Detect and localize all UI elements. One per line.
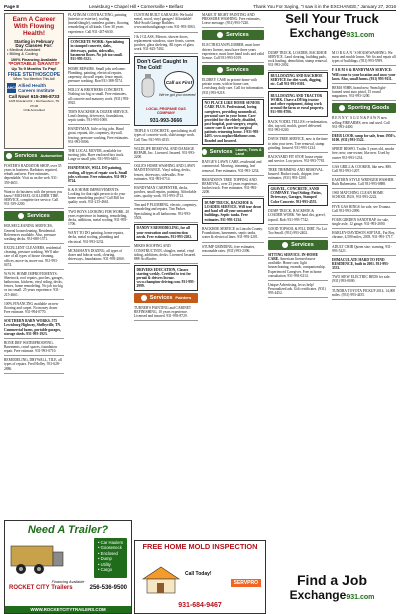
trailer-type: • Car Haulers: [98, 540, 123, 545]
classified-ad: 100% FINANCING available on new flooring and carpet. No money down. Free estimate. 931-994-0770.: [4, 301, 64, 317]
training-item: • Medical Assistant: [7, 47, 41, 53]
target-icon: [339, 105, 345, 111]
classified-ad: GAS GRILL & COOKER, like new. $80. Call 931-993-1207.: [332, 164, 396, 176]
trailer-type: • Enclosed: [98, 550, 118, 556]
tree-icon: [202, 149, 207, 155]
classified-ad: STUMP GRINDING, free estimates, reasonable rates. (931) 993-2396.: [202, 244, 264, 256]
speech-bubble: [164, 71, 194, 93]
dealer-block: [5, 584, 131, 592]
classified-ad: SOUTHERN BARN WORKS. 575 Lewisburg Highway, Shelbyville, TN. Commercial barns, portable garages, storage sheds. 931-993-1923.: [4, 318, 64, 339]
classified-ad: MIKES ROOFING AND CONSTRUCTION, shingles, metal, vinyl siding, additions, decks. Licensed. Insured. 888-AccRoofer.: [134, 243, 198, 264]
column-1: [4, 12, 64, 375]
publication-name: Lewisburg • Chapel Hill • Cornersville • Belfast: [88, 3, 183, 9]
school-ad: [4, 13, 64, 149]
section-subtitle: Painters: [175, 294, 192, 300]
section-header-sporting: [332, 103, 396, 113]
school-name: Allied Health Careers Institute: [18, 83, 55, 94]
accreditation: COE Accredited: [23, 107, 45, 112]
classified-ad: IMMACULATE HARD TO FIND RESIDENCE, built in 2001. 931-993-3333.: [332, 257, 396, 273]
classified-ad-boxed: DRIVERS EDUCATION, Classes starting weekly. Certified to test for permit & drivers license. www.champion-driving.com. 931-993-2999.: [134, 265, 198, 291]
classified-ad: FOSTER'S RADIATOR SHOP, over 35 years in business. Radiators repaired, rebuilt and new. Free estimates, dependable. Visit us on the web. 931-359-4651.: [4, 163, 64, 188]
propane-tank-icon: [139, 73, 157, 99]
classified-ad: ADULT CRIB Queen size, warning. 931-993-5221.: [332, 244, 396, 256]
trailer-ad: [4, 520, 132, 614]
classified-ad: DUMP TRUCK, BACKHOE & LOADER WORK. We haul dirt, gravel, topsoil. Rob: 931-993-7742.: [268, 208, 328, 224]
servpro-logo: SERVPRO: [231, 579, 261, 587]
classified-ad: EASTERN STYLE WRINGER WASHER. Ruth Rubenstein. Call 931-993-0888.: [332, 177, 396, 189]
section-title: Services: [226, 67, 249, 74]
classified-ad: B E N N Y ' S G U N & P A W N now selling FIREARMS, new and used. Call 931-993-4400.: [332, 115, 396, 131]
issue-line: Thank You For Saying, "I saw it in the EXCHANGE," January 27, 2016: [253, 3, 396, 9]
section-header-lawns: [202, 147, 264, 157]
trailer-illustration: [9, 538, 67, 578]
training-item: • Billing & Coding: [7, 51, 38, 57]
training-sub: Day Classes For:: [15, 43, 53, 48]
brand-domain: 931.com: [346, 594, 375, 601]
classified-ad: M O R G A N ' S HOUSEWASHING: We mow and mulch lawns. We fix and repair all types of buildings. (931) 993-5599.: [332, 50, 396, 66]
training-title: Starting in February: [14, 39, 54, 44]
classified-ad: REMODELING, DRYWALL, TILE, all types of repairs. Fred Holley. 931-628-2886.: [4, 357, 64, 373]
section-header-pool: [268, 240, 328, 250]
classified-ad: HANDYMAN, WILL DO painting, roofing, all types of repair work. Small jobs welcome. Free estimates. 931-993-0724.: [68, 165, 130, 186]
classified-ad: Unique Advertising, let us help! Personalized ads. Gift certificates. (931) 993-4452.: [268, 282, 328, 298]
school-logo: AHCI: [7, 83, 16, 93]
trailer-financing: Financing Available: [51, 580, 85, 584]
hiring-title: Earn A Career With Flowing Health!: [12, 16, 56, 37]
classified-ad: TWO BOYS LOOKING FOR WORK. 20 years experience in framing, remodeling, decks, additions, metal roofing. 931-993-1706.: [68, 209, 130, 230]
section-title: Services: [291, 241, 314, 248]
classified-ad: ELDREY CASE in private home with private room, with in-home care, Lewisburg daily care. Call for information. (931) 993-9218.: [202, 77, 264, 98]
classified-ad: HOUSECLEANING SERVICES, General housecleaning, Residential. References available. Also, pressure washing decks. 931-680-1571.: [4, 223, 64, 244]
column-6: [332, 50, 396, 301]
classified-ad: BACKHOE SERVICE in Lincoln County. Foundations, basements, septic tanks, water & electrical lines. 931-993-2201.: [202, 226, 264, 242]
financing-line: 100% Financing Available: [10, 58, 58, 63]
column-3: [134, 12, 198, 322]
propane-headline: Don't Get Caught In The Cold!: [137, 59, 188, 72]
classified-ad-boxed: BULLDOZING AND BACKHOE SERVICE for dirt work, digging, etc. Call 931-993-0301.: [268, 72, 328, 89]
column-2: [68, 12, 130, 265]
page-number: Page 8: [4, 3, 19, 9]
classified-ad: SPIRIT RESPO. Trailer 3 years old, smoke free; new, one-owner, like new. Used by owner 931-993-1234.: [332, 146, 396, 162]
section-header-painters: [134, 293, 198, 303]
section-subtitle: Lawns, Trees & Land: [235, 148, 262, 157]
propane-ad: [134, 56, 198, 126]
section-header-cleaning: [4, 211, 64, 221]
trailer-type: • Cargo: [98, 567, 113, 573]
classified-ad: BEMA 95HB, brand new, 9mm light-framed semi auto pistol, 15 round magazines. 931-993-1200.: [332, 85, 396, 101]
section-subtitle: Automotive: [40, 152, 63, 158]
classified-ad: THE LOCAL MOVER, available for moving jobs. Have enclosed box truck. Large or small jobs. 931-993-6401.: [68, 148, 130, 164]
classified-ad: BACKYARD PIT STOP, house repair and service. Low prices. 931-993-7781.: [268, 154, 328, 166]
section-header-sitting: [202, 65, 264, 75]
section-title: Services: [209, 149, 233, 156]
classified-ad: HANDYMAN CARPENTER, decks, porches, small repairs, painting. Affordable rates, quality work. 931-993-4712.: [134, 185, 198, 201]
section-title: Services: [14, 152, 38, 159]
broom-icon: [18, 213, 24, 219]
classified-ad: MCMAHAN'S DOZING, all types of dozer and bobcat work, clearing, driveways, foundations. 931-993-2060.: [68, 248, 130, 264]
propane-sub: We've got you covered: [159, 93, 196, 98]
classified-ad: RAYGE'S LAWN CARE, residential and commercial. Mowing, trimming, leaf removal. Free estimates. 931-993-1234.: [202, 159, 264, 175]
grants-line: *PORTABLE GRANTS*: [8, 61, 60, 67]
pool-icon: [282, 242, 288, 248]
classified-ad-boxed: NO PLACE LIKE HOME SENIOR CARE PLUS. Professional, loving caregivers, providing nonmedical, personal care in your home. Care provided for the elderly, disabled, post-hospital, post-surgery, respite, cancer care & care for surgical patients returning home. 1-931-993-4403. www.noplacelikehome.com. Bonded and Insured.: [202, 99, 264, 146]
section-header-plumbers: [202, 30, 264, 40]
classified-ad: W.W.W. HOME IMPROVEMENTS: Sheetrock, roof repairs, porches, garages, bathrooms, kitchens, vinyl siding, decks, fences, home remodeling. No job too big or too small. 25 years experience. 931-215-4661.: [4, 271, 64, 300]
classified-ad: [268, 252, 328, 281]
dealer-name: ROCKET CITY Trailers: [9, 585, 73, 591]
sell-headline: Sell Your Truck: [285, 11, 379, 26]
column-5: [268, 50, 328, 299]
house-icon: [141, 565, 181, 595]
section-header-automotive: [4, 151, 64, 161]
classified-ad: DEER LOOK camp for sale, from 1950's. $100. (931) 993-5522.: [332, 133, 396, 145]
classified-ad-boxed: DANDY'S REMODELING, for all your renovation and construction needs. Free estimates. 931-993-2202.: [134, 224, 198, 241]
classified-ad: HARLEY-DAVIDSON SOFTAIL, Fat Boy, chrome, 4,500 miles, 2003. 931-993-1717.: [332, 230, 396, 242]
column-4: [202, 12, 264, 257]
classified-ad: FIVE GAS RINGS for sale, see Uvanna. Call 931-993-2090.: [332, 204, 396, 216]
classified-ad: TREE TRIMMING AND REMOVAL. Insured. Bucket truck, chipper, free estimates. (931) 993-1200.: [268, 167, 328, 183]
trailer-type: • Gooseneck: [98, 545, 122, 551]
classified-ad: J & J GLASS, Mirrors, shower doors, replacement windows, store fronts, screen porches, glass shelving. All types of glass work. 931-625-7402.: [134, 34, 198, 55]
exchange-sell-block: [268, 12, 396, 48]
classified-ad: ELECTRICIAN/PLUMBER, must have drivers license, must have three years experience, must have hand tools and valid license. Call 931-993-1019.: [202, 42, 264, 63]
classified-ad: OGLE'S HOME WASHING AND LAWN MAINTENANCE. Vinyl siding, decks, fences, driveways, sidewalks. Free estimates. 931-993-0714.: [134, 163, 198, 184]
classified-ad: DAVIS TREE SERVICE, now is the time to trim your trees. Tree removal, stump grinding. Insured. 931-993-1234.: [268, 136, 328, 152]
classified-ad-boxed: CONCRETE WORK: Specializing in stamped concrete, slabs, driveways, patios, sidewalks, basement floors. No job too small. 931-993-5521.: [68, 38, 130, 64]
page-header: [4, 2, 396, 11]
bubble-cta: Call us First: [165, 79, 193, 85]
classified-ad-boxed: GRAVEL, CONCRETE, SAND COMPANY. Vinyl Siding: Patios, Driveways, Garages, Stamped Color Concrete. 931-993-4555.: [268, 185, 328, 207]
classified-ad: BACK YODEL TELLES: re-indentation, dirt, top soil, mulch, gravel delivered. 931-993-0240.: [268, 119, 328, 135]
trailer-types: [94, 538, 127, 578]
trailer-type: • Utility: [98, 561, 111, 567]
paint-brush-icon: [141, 295, 147, 301]
school-address: 1225 Dixieland Dr. • Murfreesboro, TN 37130: [8, 99, 60, 108]
classified-ad: FOUR GIRDEN SANDTRAP, for sale, single axle, 12 gauge. 931-993-2000.: [332, 217, 396, 229]
mold-banner: [134, 540, 266, 614]
classified-ad: HOLLY & BROTHERS CONCRETE. Nothing too big or small. Free estimates, all concrete and masonry work. (931) 993-0925.: [68, 87, 130, 108]
classified-ad: MAKE IT RIGHT PAINTING AND PRESSURE WASHING. Free estimates, Leave message. (931) 993-7220.: [202, 12, 264, 28]
classified-ad: TURNER'S PAINTING and CABINET REFINISHING, 10 years experience. Licensed and insured. 931-993-8729.: [134, 305, 198, 321]
heart-icon: [217, 67, 223, 73]
classified-ad: HANDYMAN, little or big jobs. Hand grout, repaint, tile, carpentry, drywall, fencing, pressure washing. Free estimates. 931-993-0006.: [68, 126, 130, 147]
exchange-brand: [268, 26, 396, 43]
wrench-icon: [6, 153, 12, 159]
section-title: Services: [27, 213, 50, 220]
classified-ad: F A R M S & HANDYMAN SERVICE: Will come to your location and mow your lawn. Also, small farms. (931) 993-9111.: [332, 67, 396, 83]
classified-ad: BRANDON'S TREE TOPPING AND REMOVAL, over 23 years experience, bucket truck. Free estimates. 931-993-2200.: [202, 177, 264, 198]
school-call: Call Now! 615-396-8733: [8, 94, 60, 100]
classified-ad: Want to do business with the person you know? MICHAEL GOLLIHER TIRE SERVICE, complete tire service. Call 931-359-2200.: [4, 189, 64, 210]
classified-ad: PLATINUM CONTRACTING, painting (interior or exterior), roofing (metal/shingle), seamless gutters, flooring, remodeling of all kinds. Over 30 years experience. Call 931-437-6630.: [68, 12, 130, 37]
section-title: Sporting Goods: [347, 105, 390, 112]
stethoscope-sub: When You Mention This Ad!: [13, 77, 55, 82]
mold-banner-phone[interactable]: 931-684-9467: [178, 602, 222, 609]
grants-sub: Up To 9 Months To Pay!: [11, 65, 57, 71]
classified-ad-boxed: DUMP TRUCK, BACKHOE & LOADER SERVICE. Will tear down and haul off all your unwanted buildings. Septic tanks. Free estimates. 931-993-1234.: [202, 198, 264, 224]
propane-phone[interactable]: 931-993-3666: [149, 118, 183, 125]
classified-ad: TWO SIEW ELECTRIC BEDS for sale. (931) 993-0000.: [332, 274, 396, 286]
find-headline: Find a Job: [297, 572, 367, 588]
classified-ad: WILDLIFE REMOVAL AND DAMAGE REPAIR, Inc. Licensed. Insured. 931-993-2200.: [134, 146, 198, 162]
trailer-type: • Dump: [98, 556, 112, 562]
classified-ad: BONE DRY WATERPROOFING. Basements, crawl spaces, foundation repair. Free estimate. 931-993-0710.: [4, 340, 64, 356]
brand-name: Exchange: [289, 26, 347, 40]
classified-ad: K & R HOME IMPROVEMENTS: Looking for that right person to do your home remodeling project? Call Bill for quality work. 931-215-4661.: [68, 187, 130, 208]
section-title: Services: [226, 32, 249, 39]
classified-ad: TUNDRA TOYOTA PICKUP 2014, 14,000 miles. (931) 993-4455.: [332, 288, 396, 300]
mold-banner-title: FREE HOME MOLD INSPECTION: [142, 542, 258, 551]
trailer-body: [5, 536, 131, 580]
classified-ad: EXCELLENT CLEANERS, residential cleaning, pressure washing. We'll take care of all types of house cleaning, offices, move-in, move-out. 931-993-0474.: [4, 245, 64, 270]
exchange-find-block: [268, 572, 396, 612]
classified-ad: 1965 MATCHING CLEAN HOME SCHOOL BUS. 931-993-2222.: [332, 190, 396, 202]
ad-body: American licensed nurse available. Home care, light housecleaning, errands, companionship. Experienced Caregiver. Free in home consultation. 931-993-0214.: [268, 257, 326, 278]
stethoscope-offer: FREE STETHOSCOPE: [7, 71, 61, 78]
dealer-phone[interactable]: 256-536-9500: [89, 585, 127, 591]
find-brand: [268, 588, 396, 605]
classified-ad-boxed: BULLDOZING AND TRACTOR WORK. I have a D8 big tractor and other equipment, doing work around the farm or rural property. 931-993-8706.: [268, 91, 328, 117]
classified-ad: TRIPLE S CONCRETE, specializing in all types of concrete work, slab/storage work. Call Tim: 931-993-4535.: [134, 128, 198, 144]
mold-banner-note: Call Today!: [185, 571, 212, 577]
classified-ad: DUMP TRUCK, LOADER, BACKHOE SERVICE. Land clearing, building pads, rock hauling, demolition, stump removal. 931-993-2002.: [268, 50, 328, 71]
propane-company: LOCAL PROPANE GAS COMPANY: [146, 106, 186, 116]
classified-ad: CUSTOM BUILT GARAGES: We build metal, wood, vinyl garages! Affordable! Mid-South Garage Builders. www.midsouthgarage.com. 931-993-3063.: [134, 12, 198, 33]
trailer-headline: Need A Trailer?: [27, 524, 109, 536]
classified-ad: TIM'S BACKHOE & DOZER SERVICE. Land clearing, driveways, foundations, septic tanks. 931-993-1000.: [68, 109, 130, 125]
school-brand: [7, 83, 61, 93]
classified-ad: HOME REPAIRS. Small jobs welcome. Plumbing, painting, electrical repairs, carpentry, drywall repair, fence repair, pressure washing. Ron 931-388-5574.: [68, 66, 130, 87]
dealer-url[interactable]: WWW.ROCKETCITYTRAILERS.COM: [5, 606, 131, 613]
brand-domain: 931.com: [346, 32, 375, 39]
section-title: Services: [149, 294, 173, 301]
classified-ad: Tim and P PLUMBING, electric, carpentry, remodeling and repairs. Tim Parker. Specializing in all bathrooms. 931-993-5503.: [134, 202, 198, 223]
brand-name: Exchange: [289, 588, 347, 602]
pipe-icon: [217, 32, 223, 38]
classified-ad: GOOD TOPSOIL & FILL DIRT. No Lot Too Small. (931) 993-2402.: [268, 226, 328, 238]
ad-lead: SITTING SERVICE. IN-HOME CARE.: [268, 253, 319, 262]
classified-ad: WANT TO DO painting, home repairs, decks, metal roofing, plumbing and electrical. 931-993-3232.: [68, 230, 130, 246]
